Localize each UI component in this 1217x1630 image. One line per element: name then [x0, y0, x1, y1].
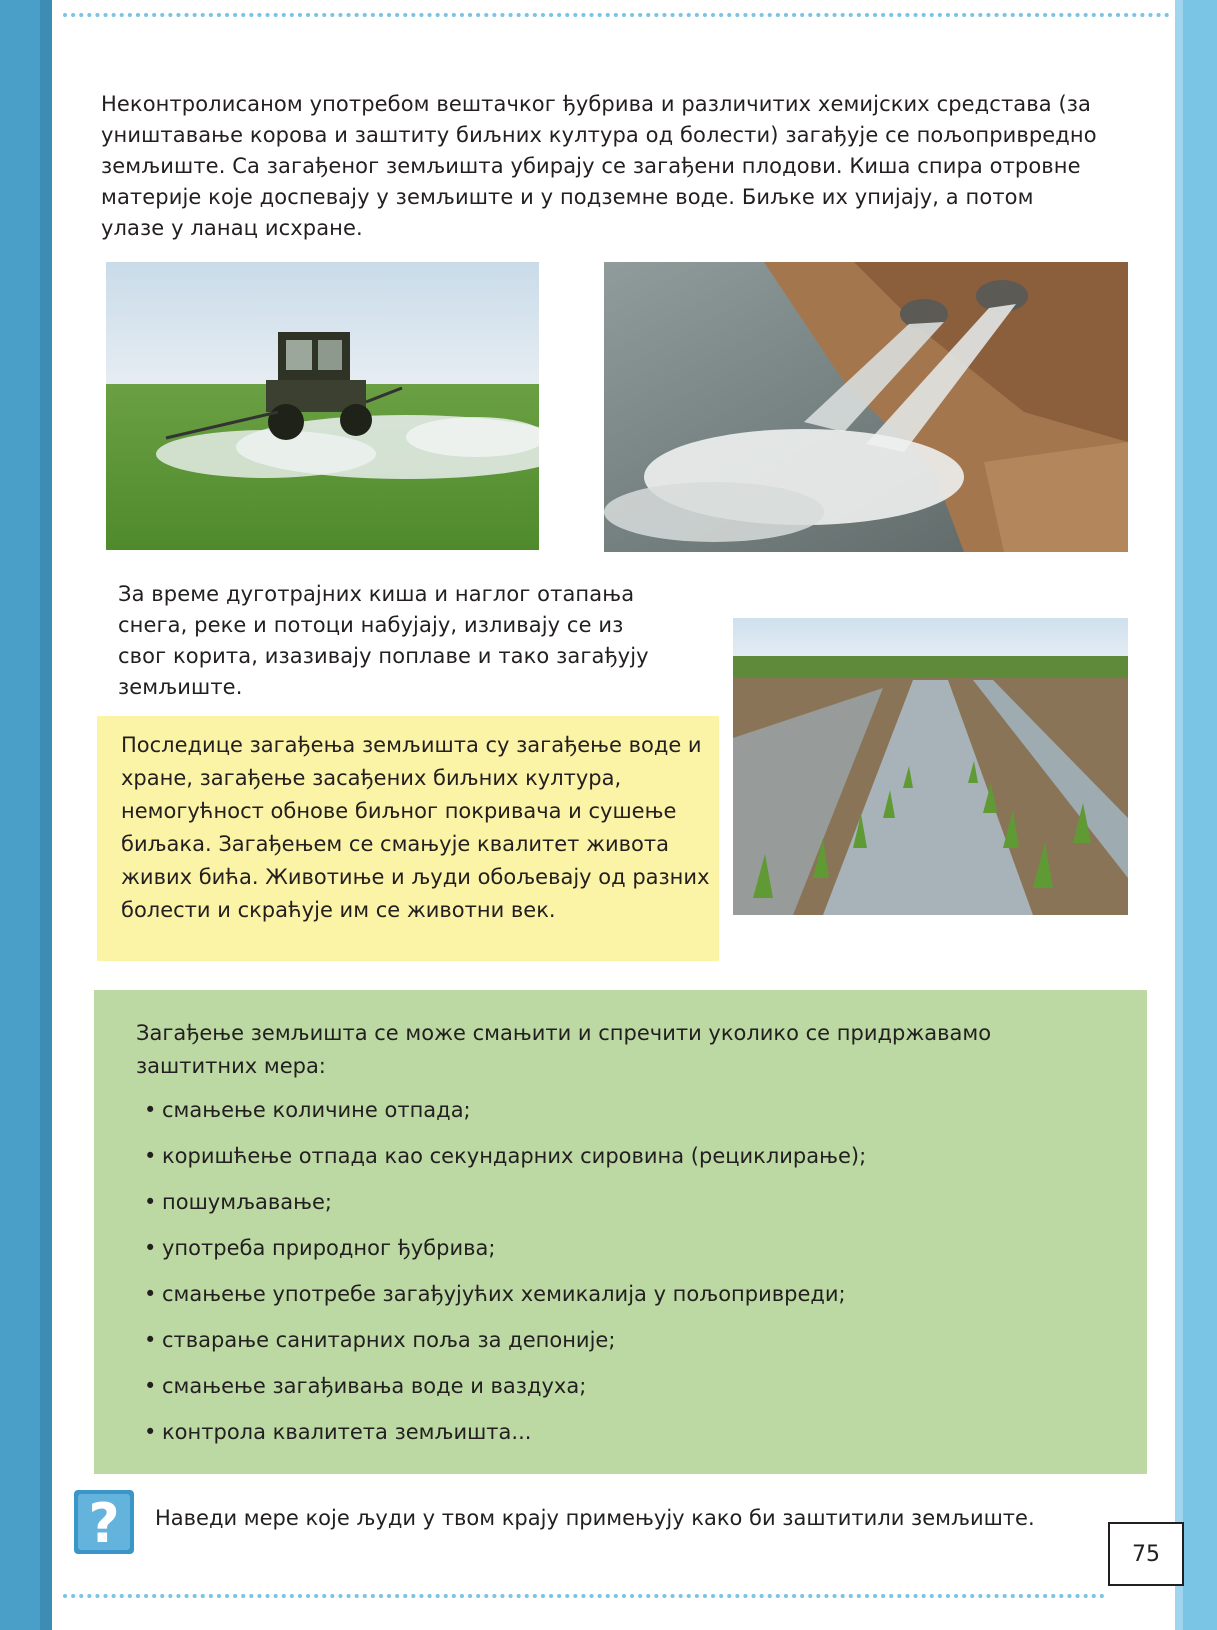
intro-paragraph: Неконтролисаном употребом вештачког ђубрива и различитих хемијских средстава (за уништавање корова и заштиту биљних култура од болести) загађује се пољопривредно земљиште. Са загађеног земљишта убирају се загађени плодови. Киша спира отровне материје које доспевају у земљиште и у подземне воде. Биљке их упијају, а потом улазе у ланац исхране.	[101, 92, 1097, 240]
svg-text:?: ?	[88, 1492, 120, 1554]
list-item: • пошумљавање;	[144, 1190, 332, 1214]
list-item: • смањење количине отпада;	[144, 1098, 471, 1122]
list-item: • смањење загађивања воде и ваздуха;	[144, 1374, 587, 1398]
right-page-band	[1175, 0, 1217, 1630]
question-text: Наведи мере које људи у твом крају примењују како би заштитили земљиште.	[155, 1506, 1035, 1530]
list-item: • коришћење отпада као секундарних сировина (рециклирање);	[144, 1144, 867, 1168]
consequences-text: Последице загађења земљишта су загађење воде и хране, загађење засађених биљних култура, немогућност обнове биљног покривача и сушење биљака. Загађењем се смањује квалитет живота живих бића. Животиње и људи обољевају од разних болести и скраћује им се животни век.	[121, 733, 710, 922]
bottom-dotted-rule	[62, 1593, 1172, 1599]
left-page-band	[0, 0, 52, 1630]
list-item: • употреба природног ђубрива;	[144, 1236, 496, 1260]
page-number: 75	[1108, 1522, 1184, 1586]
measures-lead: Загађење земљишта се може смањити и спречити уколико се придржавамо заштитних мера:	[136, 1021, 992, 1078]
list-item: • контрола квалитета земљишта...	[144, 1420, 532, 1444]
list-item: • стварање санитарних поља за депоније;	[144, 1328, 616, 1352]
tractor-spraying-photo	[106, 262, 539, 550]
question-mark-icon	[74, 1490, 134, 1554]
wastewater-pipes-photo	[604, 262, 1128, 552]
flooded-corn-field-photo	[733, 618, 1128, 915]
measures-list	[144, 1097, 866, 1465]
flood-paragraph: За време дуготрајних киша и наглог отапања снега, реке и потоци набујају, изливају се из свог корита, изазивају поплаве и тако загађују земљиште.	[118, 582, 649, 699]
protective-measures-box	[94, 990, 1147, 1474]
consequences-box	[97, 716, 719, 961]
list-item: • смањење употребе загађујућих хемикалија у пољопривреди;	[144, 1282, 846, 1306]
top-dotted-rule	[62, 12, 1172, 18]
